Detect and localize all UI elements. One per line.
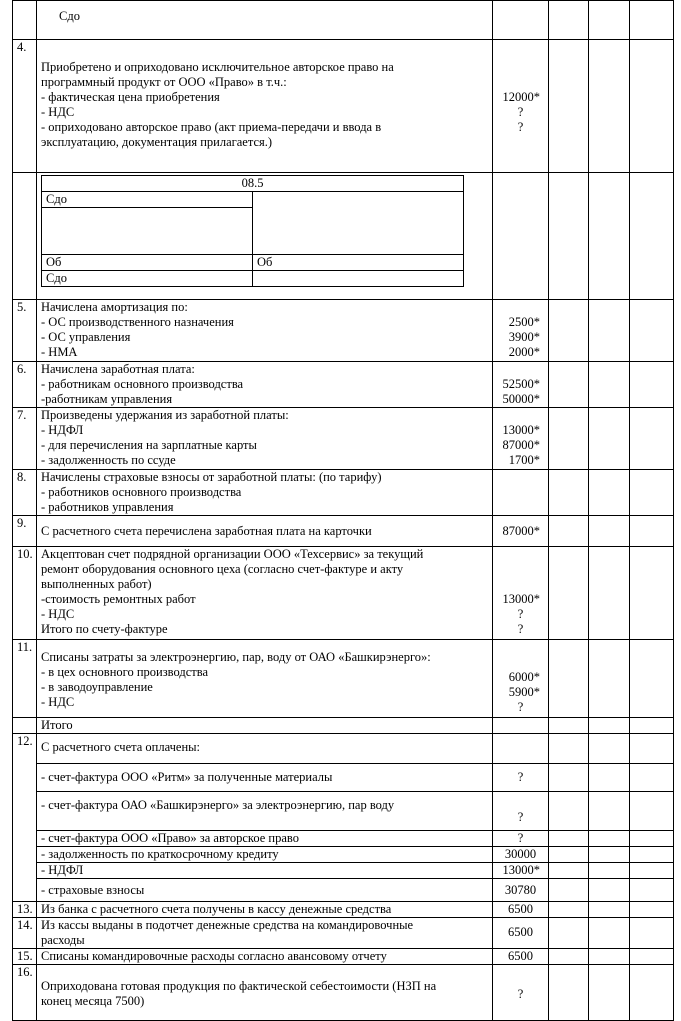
taccount-cell xyxy=(37,173,493,300)
operation-line: С расчетного счета перечислена заработная плата на карточки xyxy=(41,524,372,538)
sum-cell xyxy=(630,831,674,847)
operation-line: Акцептован счет подрядной организации ООО «Техсервис» за текущий xyxy=(41,547,424,561)
row-num-cell xyxy=(13,965,37,1021)
sum-cell xyxy=(630,965,674,1021)
sum-cell xyxy=(630,764,674,792)
amount-cell xyxy=(493,718,549,734)
table-row xyxy=(13,300,674,362)
operation-line: - НДФЛ xyxy=(41,863,84,877)
operation-line: - ОС производственного назначения xyxy=(41,315,234,329)
debit-cell xyxy=(549,1,589,40)
operation-cell xyxy=(37,949,493,965)
sum-cell xyxy=(630,792,674,831)
operation-line: эксплуатацию, документация прилагается.) xyxy=(41,135,273,149)
operation-line: - оприходовано авторское право (акт приема-передачи и ввода в xyxy=(41,120,382,134)
operation-cell xyxy=(37,1,493,40)
row-number: 4. xyxy=(17,40,27,54)
credit-cell xyxy=(589,470,630,516)
amount-value: 13000* xyxy=(502,423,540,437)
operation-line: Списаны затраты за электроэнергию, пар, воду от ОАО «Башкирэнерго»: xyxy=(41,650,431,664)
operation-line: - фактическая цена приобретения xyxy=(41,90,220,104)
t-account-empty xyxy=(253,271,464,287)
operation-cell xyxy=(37,718,493,734)
operation-line: Приобретено и оприходовано исключительное авторское право на xyxy=(41,60,394,74)
row-number: 15. xyxy=(17,949,33,963)
amount-cell xyxy=(493,965,549,1021)
amount-cell xyxy=(493,764,549,792)
amount-cell xyxy=(493,949,549,965)
operation-line: - НДС xyxy=(41,105,75,119)
row-num-cell xyxy=(13,640,37,718)
operation-line: Начислена амортизация по: xyxy=(41,300,188,314)
credit-cell xyxy=(589,362,630,408)
table-row xyxy=(13,863,674,879)
credit-cell xyxy=(589,1,630,40)
sum-cell xyxy=(630,40,674,173)
operation-cell xyxy=(37,40,493,173)
sum-cell xyxy=(630,1,674,40)
table-row xyxy=(13,718,674,734)
operation-cell xyxy=(37,902,493,918)
credit-cell xyxy=(589,965,630,1021)
amount-cell xyxy=(493,863,549,879)
row-number: 11. xyxy=(17,640,33,654)
operation-line: Итого по счету-фактуре xyxy=(41,622,168,636)
operation-line: - НДС xyxy=(41,695,75,709)
table-row xyxy=(13,640,674,718)
sum-cell xyxy=(630,863,674,879)
operation-cell xyxy=(37,547,493,640)
operation-line: - задолженность по краткосрочному кредиту xyxy=(41,847,279,861)
table-row xyxy=(13,40,674,173)
balance-label: Сдо xyxy=(59,9,80,23)
sum-cell xyxy=(630,516,674,547)
debit-cell xyxy=(549,764,589,792)
debit-cell xyxy=(549,173,589,300)
amount-cell xyxy=(493,1,549,40)
row-num-cell xyxy=(13,734,37,902)
credit-cell xyxy=(589,718,630,734)
amount-value: 13000* xyxy=(502,863,540,877)
amount-value: 52500* xyxy=(502,377,540,391)
operation-line: Произведены удержания из заработной платы: xyxy=(41,408,289,422)
table-row xyxy=(13,173,674,300)
operation-cell xyxy=(37,470,493,516)
operation-line: Оприходована готовая продукция по фактической себестоимости (НЗП на xyxy=(41,979,437,993)
amount-value: 50000* xyxy=(502,392,540,406)
operation-cell xyxy=(37,831,493,847)
sum-cell xyxy=(630,902,674,918)
amount-value: 6500 xyxy=(508,949,533,963)
credit-cell xyxy=(589,764,630,792)
total-label: Итого xyxy=(41,718,73,732)
row-num-cell xyxy=(13,300,37,362)
row-num-cell xyxy=(13,173,37,300)
operation-line: - счет-фактура ОАО «Башкирэнерго» за электроэнергию, пар воду xyxy=(41,798,395,812)
table-row xyxy=(13,734,674,764)
sum-cell xyxy=(630,173,674,300)
amount-cell xyxy=(493,831,549,847)
table-row xyxy=(13,918,674,949)
row-num-cell xyxy=(13,40,37,173)
amount-value: 87000* xyxy=(502,438,540,452)
row-num-cell xyxy=(13,1,37,40)
credit-cell xyxy=(589,173,630,300)
operation-line: - ОС управления xyxy=(41,330,131,344)
sum-cell xyxy=(630,718,674,734)
sum-cell xyxy=(630,918,674,949)
amount-cell xyxy=(493,918,549,949)
amount-value: 2500* xyxy=(508,315,540,329)
row-number: 7. xyxy=(17,408,27,422)
row-number: 6. xyxy=(17,362,27,376)
debit-cell xyxy=(549,918,589,949)
amount-cell xyxy=(493,470,549,516)
table-row xyxy=(13,362,674,408)
row-number: 9. xyxy=(17,516,27,530)
operation-line: - страховые взносы xyxy=(41,883,145,897)
amount-cell xyxy=(493,879,549,902)
amount-cell xyxy=(493,792,549,831)
amount-value: ? xyxy=(517,700,524,714)
operation-line: - НДФЛ xyxy=(41,423,84,437)
sum-cell xyxy=(630,879,674,902)
debit-cell xyxy=(549,40,589,173)
operation-line: конец месяца 7500) xyxy=(41,994,145,1008)
operation-cell xyxy=(37,516,493,547)
table-row xyxy=(13,408,674,470)
operation-line: -стоимость ремонтных работ xyxy=(41,592,196,606)
sum-cell xyxy=(630,362,674,408)
operation-cell xyxy=(37,847,493,863)
credit-cell xyxy=(589,902,630,918)
credit-cell xyxy=(589,831,630,847)
debit-cell xyxy=(549,470,589,516)
table-row xyxy=(13,949,674,965)
operation-line: - НДС xyxy=(41,607,75,621)
t-account-title: 08.5 xyxy=(42,176,464,192)
debit-cell xyxy=(549,718,589,734)
operation-line: Начислена заработная плата: xyxy=(41,362,195,376)
operation-line: ремонт оборудования основного цеха (согласно счет-фактуре и акту xyxy=(41,562,404,576)
operation-cell xyxy=(37,640,493,718)
sum-cell xyxy=(630,640,674,718)
table-row xyxy=(13,516,674,547)
debit-cell xyxy=(549,547,589,640)
credit-cell xyxy=(589,863,630,879)
amount-cell xyxy=(493,362,549,408)
row-number: 8. xyxy=(17,470,27,484)
row-number: 14. xyxy=(17,918,33,932)
row-num-cell xyxy=(13,362,37,408)
operation-cell xyxy=(37,863,493,879)
sum-cell xyxy=(630,949,674,965)
credit-cell xyxy=(589,640,630,718)
journal-table xyxy=(12,0,674,1021)
amount-value: 87000* xyxy=(502,524,540,538)
operation-cell xyxy=(37,918,493,949)
t-account-credit-side xyxy=(253,192,464,255)
debit-cell xyxy=(549,792,589,831)
credit-cell xyxy=(589,918,630,949)
row-num-cell xyxy=(13,516,37,547)
row-number: 13. xyxy=(17,902,33,916)
amount-value: 1700* xyxy=(508,453,540,467)
credit-cell xyxy=(589,949,630,965)
amount-cell xyxy=(493,173,549,300)
operation-line: Из банка с расчетного счета получены в кассу денежные средства xyxy=(41,902,392,916)
table-row xyxy=(13,965,674,1021)
credit-cell xyxy=(589,408,630,470)
credit-cell xyxy=(589,300,630,362)
amount-value: ? xyxy=(517,810,524,824)
amount-cell xyxy=(493,40,549,173)
credit-cell xyxy=(589,516,630,547)
amount-value: 5900* xyxy=(508,685,540,699)
operation-line: -работникам управления xyxy=(41,392,173,406)
amount-cell xyxy=(493,902,549,918)
operation-line: Списаны командировочные расходы согласно авансовому отчету xyxy=(41,949,387,963)
debit-cell xyxy=(549,734,589,764)
amount-value: 6500 xyxy=(508,902,533,916)
credit-cell xyxy=(589,547,630,640)
debit-cell xyxy=(549,949,589,965)
operation-line: - в цех основного производства xyxy=(41,665,209,679)
amount-value: 30780 xyxy=(504,883,537,897)
amount-value: ? xyxy=(517,105,524,119)
debit-cell xyxy=(549,408,589,470)
amount-value: ? xyxy=(517,622,524,636)
sum-cell xyxy=(630,408,674,470)
row-num-cell xyxy=(13,902,37,918)
operation-cell xyxy=(37,408,493,470)
amount-value: 2000* xyxy=(508,345,540,359)
operation-line: - задолженность по ссуде xyxy=(41,453,176,467)
amount-value: 13000* xyxy=(502,592,540,606)
t-account-ob-credit: Об xyxy=(253,255,464,271)
credit-cell xyxy=(589,40,630,173)
operation-cell xyxy=(37,362,493,408)
table-row xyxy=(13,1,674,40)
operation-line: - счет-фактура ООО «Право» за авторское право xyxy=(41,831,299,845)
amount-cell xyxy=(493,516,549,547)
sum-cell xyxy=(630,734,674,764)
t-account-sdo-close: Сдо xyxy=(42,271,253,287)
amount-cell xyxy=(493,640,549,718)
sum-cell xyxy=(630,470,674,516)
operation-cell xyxy=(37,734,493,764)
operation-line: - НМА xyxy=(41,345,78,359)
amount-value: ? xyxy=(517,120,524,134)
debit-cell xyxy=(549,640,589,718)
operation-line: С расчетного счета оплачены: xyxy=(41,740,201,754)
operation-cell xyxy=(37,300,493,362)
operation-line: выполненных работ) xyxy=(41,577,152,591)
amount-value: ? xyxy=(517,987,524,1001)
table-row xyxy=(13,792,674,831)
row-num-cell xyxy=(13,547,37,640)
sum-cell xyxy=(630,300,674,362)
table-row xyxy=(13,879,674,902)
operation-cell xyxy=(37,764,493,792)
operation-line: - работников управления xyxy=(41,500,174,514)
debit-cell xyxy=(549,879,589,902)
sum-cell xyxy=(630,547,674,640)
debit-cell xyxy=(549,965,589,1021)
table-row xyxy=(13,831,674,847)
operation-line: Из кассы выданы в подотчет денежные средства на командировочные xyxy=(41,918,414,932)
amount-value: 6000* xyxy=(508,670,540,684)
row-num-cell xyxy=(13,408,37,470)
credit-cell xyxy=(589,879,630,902)
t-account xyxy=(41,175,464,287)
debit-cell xyxy=(549,831,589,847)
row-number: 12. xyxy=(17,734,33,748)
credit-cell xyxy=(589,847,630,863)
credit-cell xyxy=(589,734,630,764)
debit-cell xyxy=(549,902,589,918)
amount-cell xyxy=(493,547,549,640)
amount-cell xyxy=(493,847,549,863)
operation-cell xyxy=(37,792,493,831)
amount-value: 30000 xyxy=(504,847,537,861)
table-row xyxy=(13,902,674,918)
operation-line: - работникам основного производства xyxy=(41,377,244,391)
row-num-cell xyxy=(13,918,37,949)
table-row xyxy=(13,547,674,640)
row-num-cell xyxy=(13,718,37,734)
credit-cell xyxy=(589,792,630,831)
table-row xyxy=(13,764,674,792)
table-row xyxy=(13,847,674,863)
amount-value: ? xyxy=(517,607,524,621)
t-account-sdo-open: Сдо xyxy=(42,192,253,208)
operation-line: программный продукт от ООО «Право» в т.ч.: xyxy=(41,75,287,89)
operation-line: - в заводоуправление xyxy=(41,680,153,694)
operation-line: - работников основного производства xyxy=(41,485,242,499)
debit-cell xyxy=(549,300,589,362)
row-number: 10. xyxy=(17,547,33,561)
amount-cell xyxy=(493,734,549,764)
amount-value: 12000* xyxy=(502,90,540,104)
row-num-cell xyxy=(13,470,37,516)
amount-value: 6500 xyxy=(508,925,533,939)
operation-cell xyxy=(37,879,493,902)
row-num-cell xyxy=(13,949,37,965)
amount-value: 3900* xyxy=(508,330,540,344)
sum-cell xyxy=(630,847,674,863)
debit-cell xyxy=(549,863,589,879)
operation-line: Начислены страховые взносы от заработной платы: (по тарифу) xyxy=(41,470,382,484)
debit-cell xyxy=(549,516,589,547)
row-number: 16. xyxy=(17,965,33,979)
debit-cell xyxy=(549,847,589,863)
operation-line: расходы xyxy=(41,933,85,947)
row-number: 5. xyxy=(17,300,27,314)
operation-line: - счет-фактура ООО «Ритм» за полученные материалы xyxy=(41,770,333,784)
table-row xyxy=(13,470,674,516)
t-account-debit-side xyxy=(42,208,253,255)
operation-cell xyxy=(37,965,493,1021)
t-account-ob-debit: Об xyxy=(42,255,253,271)
amount-cell xyxy=(493,300,549,362)
amount-value: ? xyxy=(517,770,524,784)
debit-cell xyxy=(549,362,589,408)
operation-line: - для перечисления на зарплатные карты xyxy=(41,438,257,452)
amount-cell xyxy=(493,408,549,470)
amount-value: ? xyxy=(517,831,524,845)
